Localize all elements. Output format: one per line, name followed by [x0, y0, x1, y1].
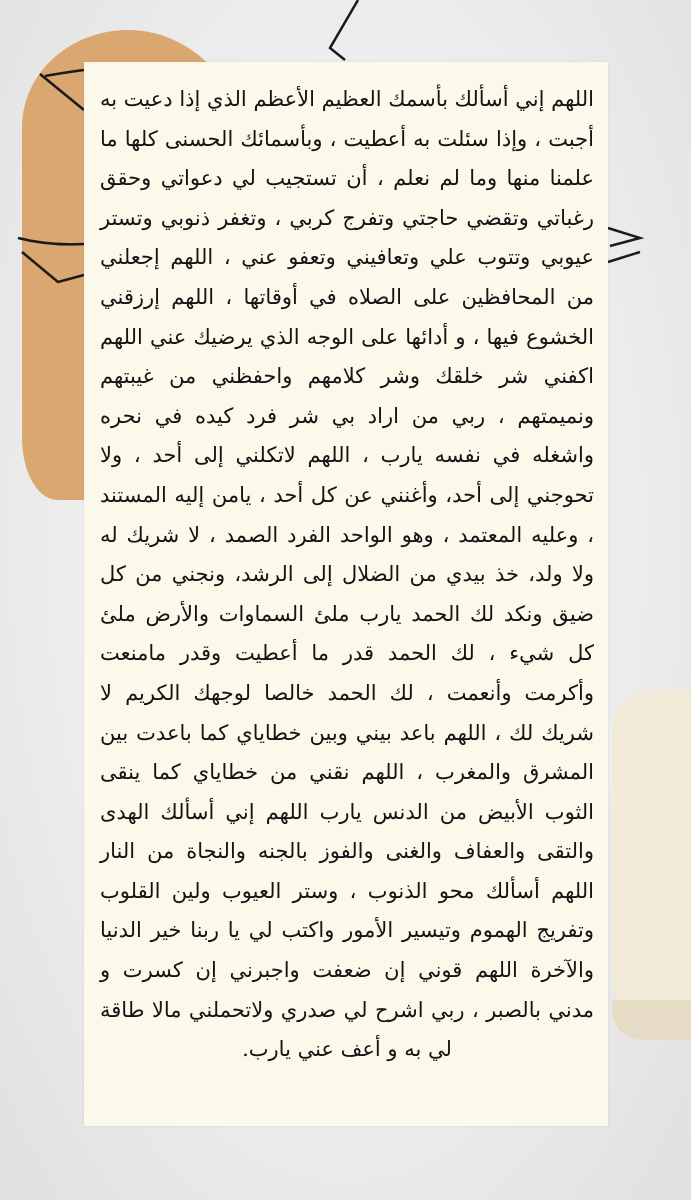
cream-decorative-shape-shadow — [612, 1000, 691, 1040]
prayer-text: اللهم إني أسألك بأسمك العظيم الأعظم الذي إذا دعيت به أجبت ، وإذا سئلت به أعطيت ، وبأسمائك الحسنى كلها ما علمنا منها وما لم نعلم ، أن تستجيب لي دعواتي وحقق رغباتي وتقضي حاجتي وتفرج كربي ، وتغفر ذنوبي وتستر عيوبي وتتوب علي وتعافيني وتعفو عني ، اللهم إجعلني من المحافظين على الصلاه في أوقاتها ، اللهم إرزقني الخشوع فيها ، و أدائها على الوجه الذي يرضيك عني اللهم اكفني شر خلقك وشر كلامهم واحفظني من غيبتهم ونميمتهم ، ربي من اراد بي شر فرد كيده في نحره واشغله في نفسه يارب ، اللهم لاتكلني إلى أحد ، ولا تحوجني إلى أحد، وأغنني عن كل أحد ، يامن إليه المستند ، وعليه المعتمد ، وهو الواحد الفرد الصمد ، لا شريك له ولا ولد، خذ بيدي من الضلال إلى الرشد، ونجني من كل ضيق ونكد لك الحمد يارب ملئ السماوات والأرض ملئ كل شيء ، لك الحمد قدر ما أعطيت وقدر مامنعت وأكرمت وأنعمت ، لك الحمد خالصا لوجهك الكريم لا شريك لك ، اللهم باعد بيني وبين خطاياي كما باعدت بين المشرق والمغرب ، اللهم نقني من خطاياي كما ينقى الثوب الأبيض من الدنس يارب اللهم إني أسألك الهدى والتقى والعفاف والغنى والفوز بالجنه والنجاة من النار اللهم أسألك محو الذنوب ، وستر العيوب ولين القلوب وتفريج الهموم وتيسير الأمور واكتب لي يا ربنا خير الدنيا والآخرة اللهم قوني إن ضعفت واجبرني إن كسرت و مدني بالصبر ، ربي اشرح لي صدري ولاتحملني مالا طاقة لي به و أعف عني يارب. — [100, 87, 594, 1062]
cream-decorative-shape — [612, 690, 691, 1020]
